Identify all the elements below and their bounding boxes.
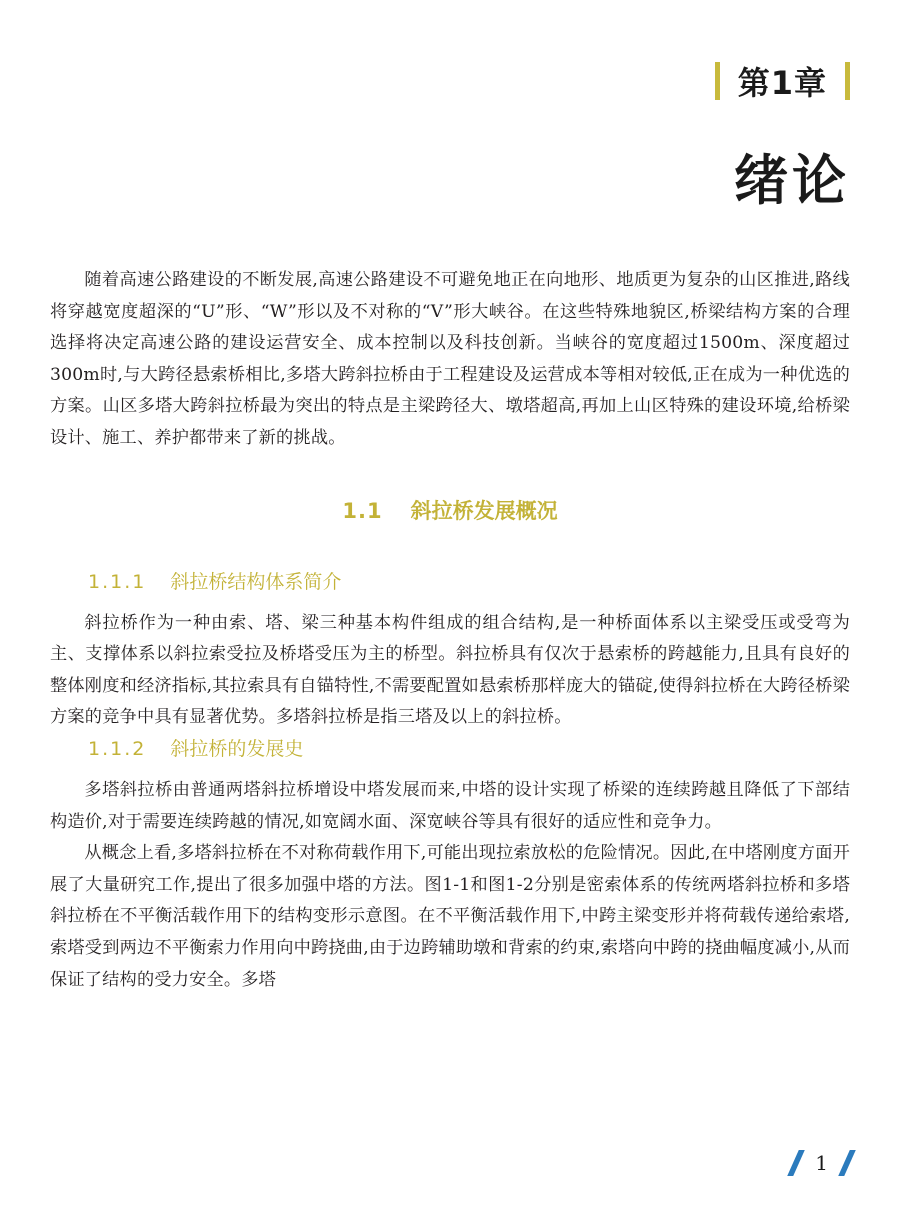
subsection-heading-1 bbox=[88, 567, 850, 594]
intro-paragraph: 随着高速公路建设的不断发展,高速公路建设不可避免地正在向地形、地质更为复杂的山区推进,路线将穿越宽度超深的“U”形、“W”形以及不对称的“V”形大峡谷。在这些特殊地貌区,桥梁结构方案的合理选择将决定高速公路的建设运营安全、成本控制以及科技创新。当峡谷的宽度超过1500m、深度超过300m时,与大跨径悬索桥相比,多塔大跨斜拉桥由于工程建设及运营成本等相对较低,正在成为一种优选的方案。山区多塔大跨斜拉桥最为突出的特点是主梁跨径大、墩塔超高,再加上山区特殊的建设环境,给桥梁设计、施工、养护都带来了新的挑战。 bbox=[50, 270, 850, 448]
subsection-number-1: 1.1.1 bbox=[88, 570, 147, 593]
subsection-2-paragraph-2: 从概念上看,多塔斜拉桥在不对称荷载作用下,可能出现拉索放松的危险情况。因此,在中塔刚度方面开展了大量研究工作,提出了很多加强中塔的方法。图1-1和图1-2分别是密索体系的传统两塔斜拉桥和多塔斜拉桥在不平衡活载作用下的结构变形示意图。在不平衡活载作用下,中跨主梁变形并将荷载传递给索塔,索塔受到两边不平衡索力作用向中跨挠曲,由于边跨辅助墩和背索的约束,索塔向中跨的挠曲幅度减小,从而保证了结构的受力安全。多塔 bbox=[50, 843, 850, 990]
page-number: 1 bbox=[815, 1151, 828, 1175]
subsection-heading-2 bbox=[88, 734, 850, 761]
subsection-2-paragraph-1: 多塔斜拉桥由普通两塔斜拉桥增设中塔发展而来,中塔的设计实现了桥梁的连续跨越且降低了下部结构造价,对于需要连续跨越的情况,如宽阔水面、深宽峡谷等具有很好的适应性和竞争力。 bbox=[50, 779, 850, 832]
footer-slash-right bbox=[838, 1150, 856, 1176]
section-number: 1.1 bbox=[342, 498, 383, 523]
chapter-title: 绪论 bbox=[734, 149, 850, 212]
section-title: 斜拉桥发展概况 bbox=[410, 498, 558, 523]
section-heading bbox=[50, 495, 850, 525]
subsection-title-1: 斜拉桥结构体系简介 bbox=[170, 570, 342, 593]
footer-slash-left bbox=[787, 1150, 805, 1176]
page-footer bbox=[793, 1150, 850, 1176]
chapter-bar-right bbox=[845, 62, 850, 100]
chapter-label bbox=[715, 58, 850, 104]
subsection-1-paragraph: 斜拉桥作为一种由索、塔、梁三种基本构件组成的组合结构,是一种桥面体系以主梁受压或受弯为主、支撑体系以斜拉索受拉及桥塔受压为主的桥型。斜拉桥具有仅次于悬索桥的跨越能力,且具有良好的整体刚度和经济指标,其拉索具有自锚特性,不需要配置如悬索桥那样庞大的锚碇,使得斜拉桥在大跨径桥梁方案的竞争中具有显著优势。多塔斜拉桥是指三塔及以上的斜拉桥。 bbox=[50, 612, 850, 728]
chapter-bar-left bbox=[715, 62, 720, 100]
subsection-number-2: 1.1.2 bbox=[88, 737, 147, 760]
page-content bbox=[50, 265, 850, 996]
subsection-title-2: 斜拉桥的发展史 bbox=[170, 737, 304, 760]
chapter-number: 第1章 bbox=[737, 64, 827, 102]
